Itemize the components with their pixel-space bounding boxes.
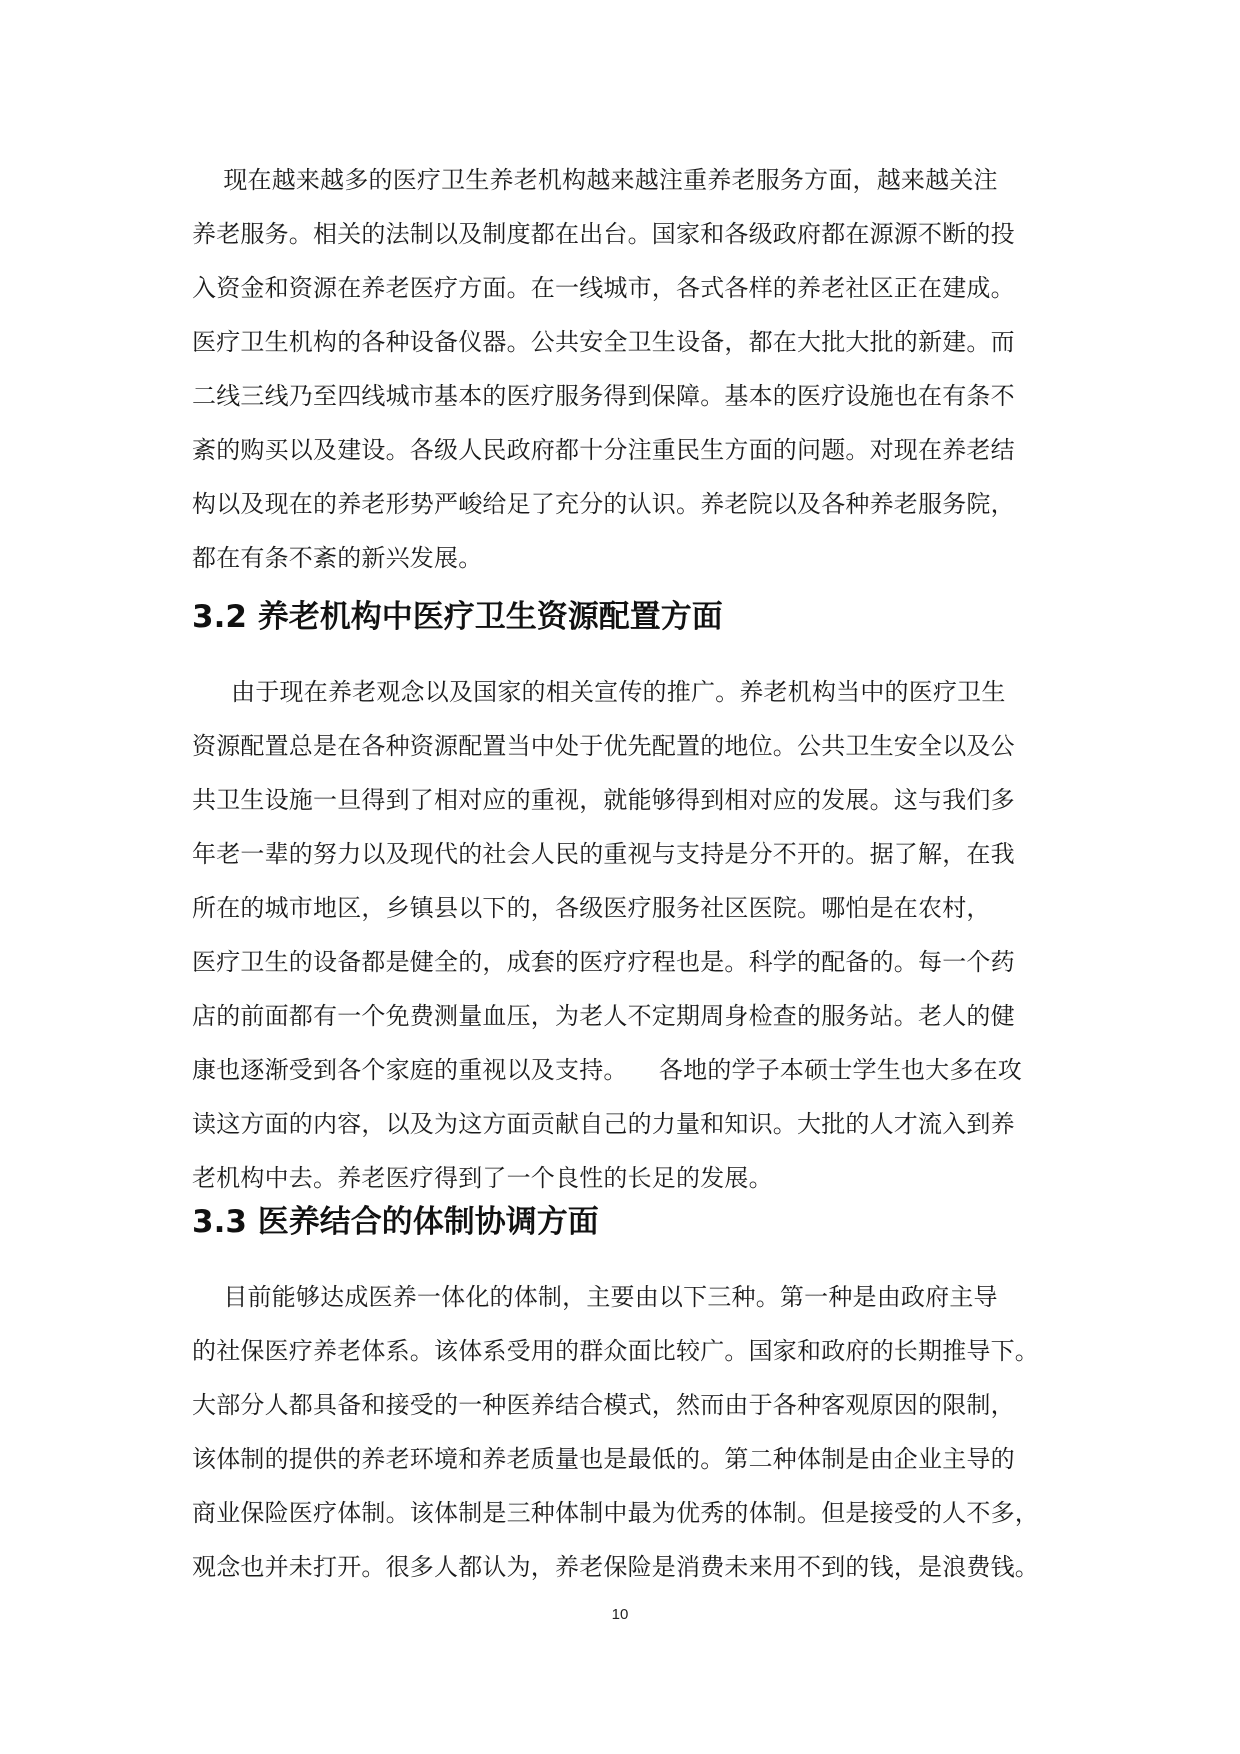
text-line: 店的前面都有一个免费测量血压，为老人不定期周身检查的服务站。老人的健 [192, 1002, 1015, 1030]
paragraph-section-3-3 [192, 1270, 1062, 1594]
text-line: 目前能够达成医养一体化的体制，主要由以下三种。第一种是由政府主导 [192, 1283, 998, 1311]
text-line: 所在的城市地区，乡镇县以下的，各级医疗服务社区医院。哪怕是在农村， [192, 894, 991, 922]
text-line: 养老服务。相关的法制以及制度都在出台。国家和各级政府都在源源不断的投 [192, 220, 1015, 248]
text-line: 医疗卫生的设备都是健全的，成套的医疗疗程也是。科学的配备的。每一个药 [192, 948, 1015, 976]
text-line: 现在越来越多的医疗卫生养老机构越来越注重养老服务方面，越来越关注 [192, 166, 998, 194]
text-line: 共卫生设施一旦得到了相对应的重视，就能够得到相对应的发展。这与我们多 [192, 786, 1015, 814]
text-line: 医疗卫生机构的各种设备仪器。公共安全卫生设备，都在大批大批的新建。而 [192, 328, 1015, 356]
section-heading-3-3: 3.3 医养结合的体制协调方面 [192, 1204, 599, 1240]
text-line: 老机构中去。养老医疗得到了一个良性的长足的发展。 [192, 1164, 773, 1192]
text-line: 入资金和资源在养老医疗方面。在一线城市，各式各样的养老社区正在建成。 [192, 274, 1015, 302]
paragraph-section-3-2 [192, 665, 1062, 1205]
text-line: 都在有条不紊的新兴发展。 [192, 544, 483, 572]
paragraph-intro [192, 153, 1062, 585]
text-line: 康也逐渐受到各个家庭的重视以及支持。 各地的学子本硕士学生也大多在攻 [192, 1056, 1022, 1084]
text-line: 构以及现在的养老形势严峻给足了充分的认识。养老院以及各种养老服务院， [192, 490, 1015, 518]
text-line: 该体制的提供的养老环境和养老质量也是最低的。第二种体制是由企业主导的 [192, 1445, 1015, 1473]
page-number: 10 [611, 1606, 629, 1623]
text-line: 商业保险医疗体制。该体制是三种体制中最为优秀的体制。但是接受的人不多， [192, 1499, 1039, 1527]
section-heading-3-2: 3.2 养老机构中医疗卫生资源配置方面 [192, 599, 723, 635]
text-line: 资源配置总是在各种资源配置当中处于优先配置的地位。公共卫生安全以及公 [192, 732, 1015, 760]
text-line: 紊的购买以及建设。各级人民政府都十分注重民生方面的问题。对现在养老结 [192, 436, 1015, 464]
text-line: 观念也并未打开。很多人都认为，养老保险是消费未来用不到的钱，是浪费钱。 [192, 1553, 1039, 1581]
text-line: 二线三线乃至四线城市基本的医疗服务得到保障。基本的医疗设施也在有条不 [192, 382, 1015, 410]
text-line: 大部分人都具备和接受的一种医养结合模式，然而由于各种客观原因的限制， [192, 1391, 1015, 1419]
text-line: 由于现在养老观念以及国家的相关宣传的推广。养老机构当中的医疗卫生 [192, 678, 1006, 706]
text-line: 年老一辈的努力以及现代的社会人民的重视与支持是分不开的。据了解，在我 [192, 840, 1015, 868]
text-line: 的社保医疗养老体系。该体系受用的群众面比较广。国家和政府的长期推导下。 [192, 1337, 1039, 1365]
text-line: 读这方面的内容，以及为这方面贡献自己的力量和知识。大批的人才流入到养 [192, 1110, 1015, 1138]
